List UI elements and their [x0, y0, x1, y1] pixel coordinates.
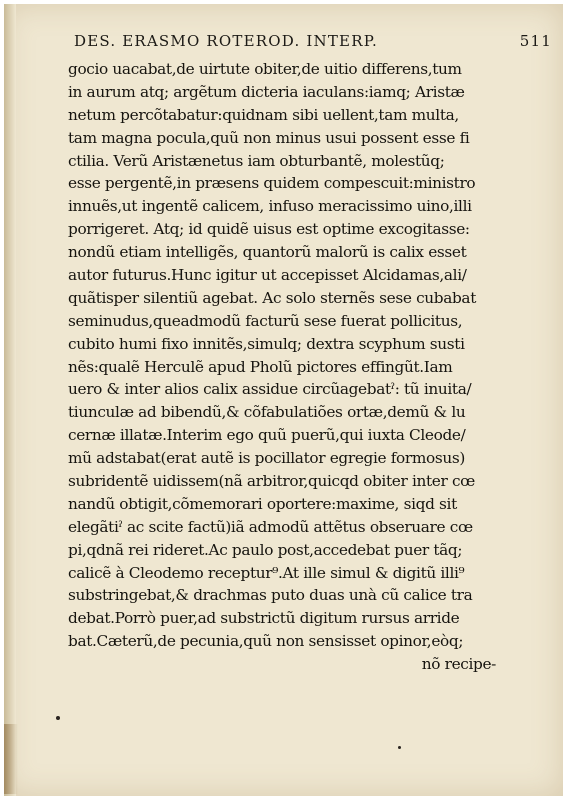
text-line: nõ recipe- — [421, 655, 496, 674]
page-number: 511 — [519, 32, 552, 50]
text-line: bat.Cæterũ,de pecunia,quũ non sensisset opinor,eòq; — [68, 632, 464, 651]
text-line: in aurum atq; argẽtum dicteria iaculans:iamq; Aristæ — [68, 82, 465, 101]
text-line: cubito humi fixo innitẽs,simulq; dextra scyphum susti — [68, 334, 465, 353]
text-line: netum percõtabatur:quidnam sibi uellent,tam multa, — [68, 105, 459, 124]
text-line: ctilia. Verũ Aristænetus iam obturbantẽ, molestũq; — [68, 151, 445, 170]
book-page — [4, 4, 563, 796]
ink-spot — [398, 746, 401, 749]
text-line: elegãtiˀ ac scite factũ)iã admodũ attẽtus obseruare cœ — [68, 517, 473, 536]
text-line: seminudus,queadmodũ facturũ sese fuerat pollicitus, — [68, 311, 463, 330]
text-line: tam magna pocula,quũ non minus usui possent esse fi — [68, 128, 470, 147]
text-line: mũ adstabat(erat autẽ is pocillator egregie formosus) — [68, 449, 465, 468]
ink-spot — [56, 716, 60, 720]
text-line: tiunculæ ad bibendũ,& cõfabulatiões ortæ,demũ & lu — [68, 403, 466, 422]
page-edge-stain — [4, 724, 18, 794]
text-line: substringebat,& drachmas puto duas unà cũ calice tra — [68, 586, 473, 605]
text-line: gocio uacabat,de uirtute obiter,de uitio differens,tum — [68, 60, 462, 78]
text-block — [68, 58, 502, 676]
running-title: DES. ERASMO ROTEROD. INTERP. — [74, 32, 378, 50]
text-line: pi,qdnã rei rideret.Ac paulo post,accedebat puer tãq; — [68, 540, 463, 559]
text-line: nandũ obtigit,cõmemorari oportere:maxime, siqd sit — [68, 494, 457, 513]
text-line: subridentẽ uidissem(nã arbitror,quicqd obiter inter cœ — [68, 472, 475, 491]
text-line: debat.Porrò puer,ad substrictũ digitum rursus arride — [68, 609, 460, 628]
text-line: porrigeret. Atq; id quidẽ uisus est optime excogitasse: — [68, 220, 470, 239]
text-line: calicẽ à Cleodemo receptur⁹.At ille simul & digitũ illi⁹ — [68, 563, 465, 582]
text-line: uero & inter alios calix assidue circũagebatˀ: tũ inuita/ — [68, 380, 472, 399]
text-line: cernæ illatæ.Interim ego quũ puerũ,qui iuxta Cleode/ — [68, 426, 466, 445]
text-line: quãtisper silentiũ agebat. Ac solo sternẽs sese cubabat — [68, 288, 477, 307]
text-line: nẽs:qualẽ Herculẽ apud Pholũ pictores effingũt.Iam — [68, 357, 453, 376]
text-line: esse pergentẽ,in præsens quidem compescuit:ministro — [68, 174, 476, 193]
text-line: innuẽs,ut ingentẽ calicem, infuso meracissimo uino,illi — [68, 197, 472, 216]
text-line: nondũ etiam intelligẽs, quantorũ malorũ is calix esset — [68, 243, 467, 262]
text-line: autor futurus.Hunc igitur ut accepisset Alcidamas,ali/ — [68, 266, 467, 285]
page-gutter-shadow — [4, 4, 16, 796]
